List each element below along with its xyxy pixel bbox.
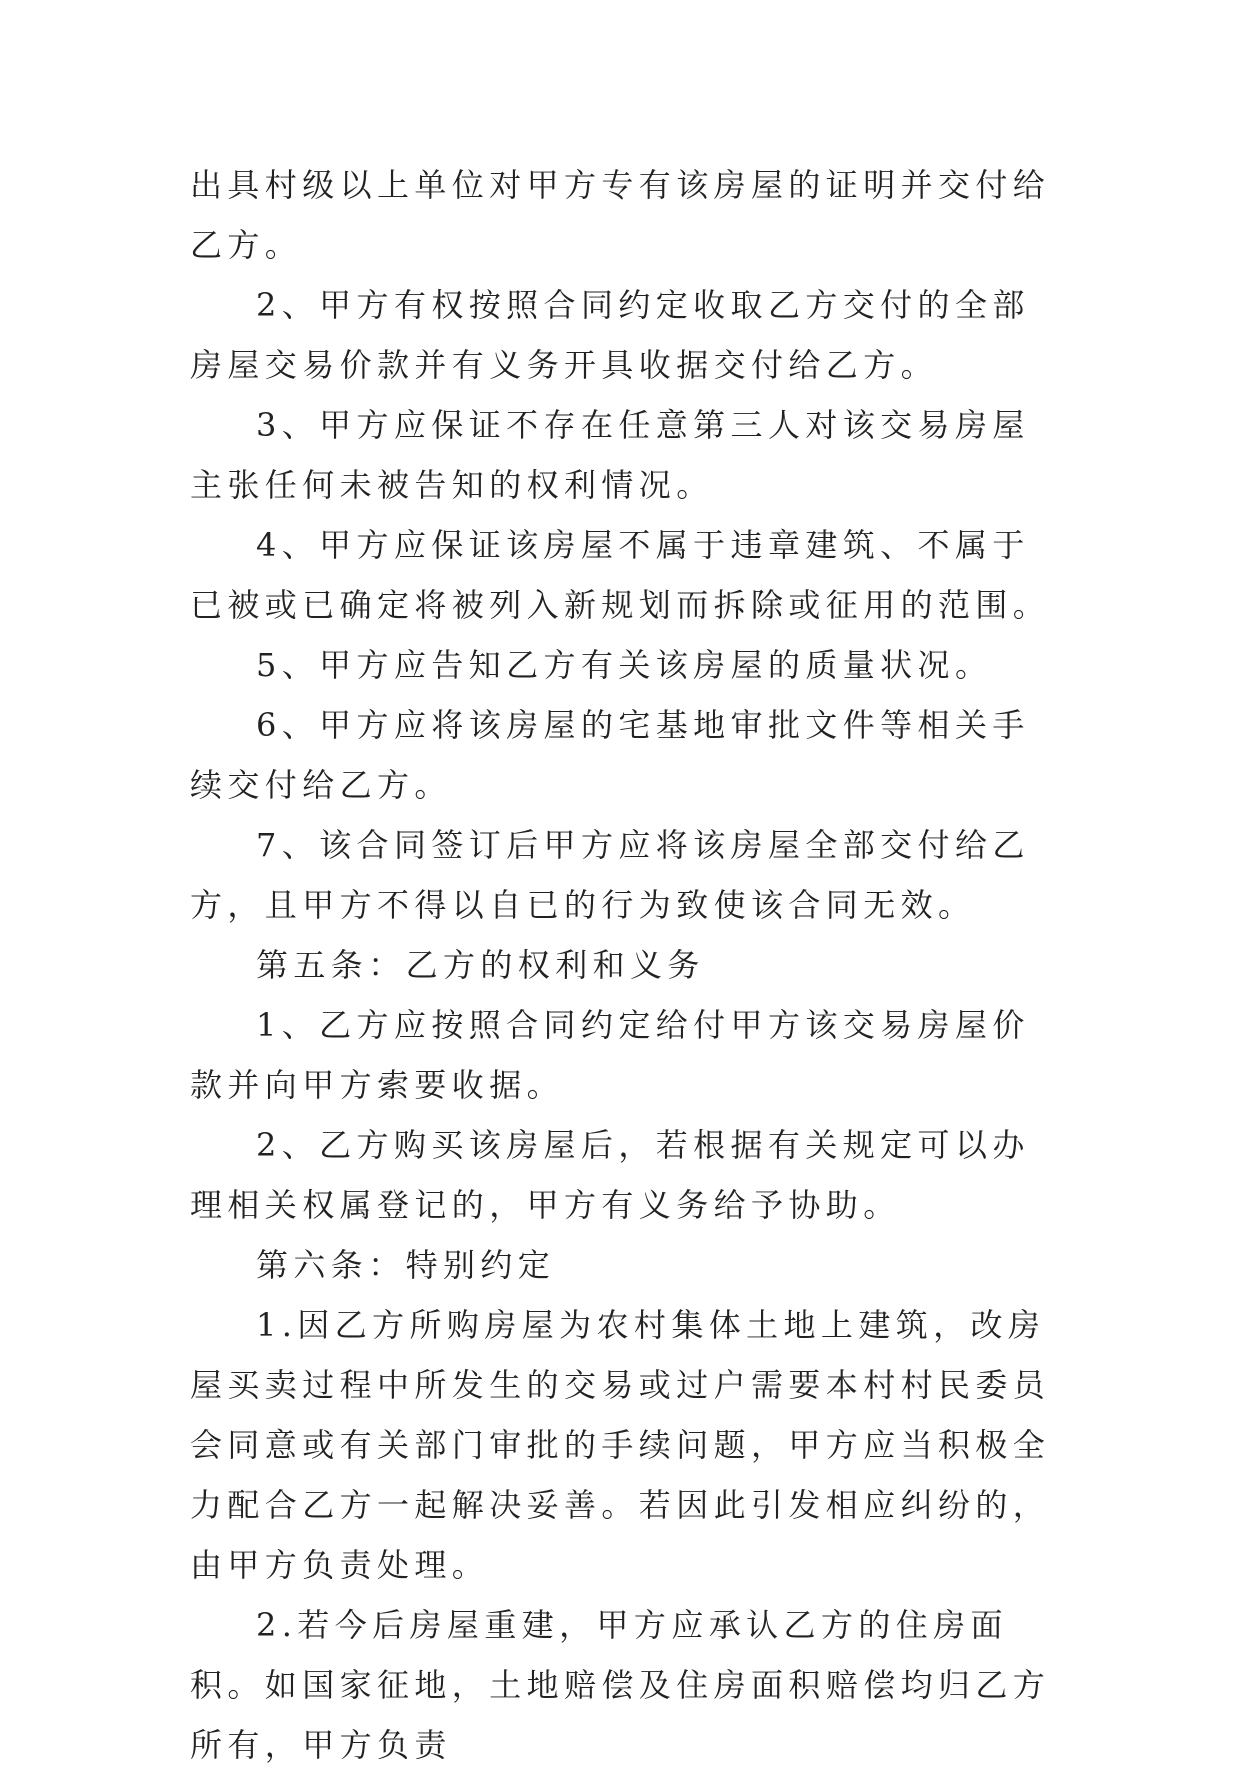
section-heading-article-6: 第六条：特别约定 (256, 1246, 556, 1284)
paragraph-clause-5-2: 2、乙方购买该房屋后，若根据有关规定可以办理相关权属登记的，甲方有义务给予协助。 (190, 1126, 1030, 1224)
document-page (190, 155, 1054, 1775)
paragraph-clause-4-7: 7、该合同签订后甲方应将该房屋全部交付给乙方，且甲方不得以自已的行为致使该合同无效。 (190, 826, 1030, 924)
paragraph-clause-4-3: 3、甲方应保证不存在任意第三人对该交易房屋主张任何未被告知的权利情况。 (190, 406, 1030, 504)
paragraph-clause-4-6: 6、甲方应将该房屋的宅基地审批文件等相关手续交付给乙方。 (190, 706, 1030, 804)
paragraph-clause-4-5: 5、甲方应告知乙方有关该房屋的质量状况。 (256, 646, 993, 684)
paragraph-continuation: 出具村级以上单位对甲方专有该房屋的证明并交付给乙方。 (190, 166, 1051, 264)
paragraph-clause-6-1: 1.因乙方所购房屋为农村集体土地上建筑，改房屋买卖过程中所发生的交易或过户需要本村村民委员会同意或有关部门审批的手续问题，甲方应当积极全力配合乙方一起解决妥善。若因此引发相应纠纷的，由甲方负责处理。 (190, 1306, 1051, 1584)
paragraph-clause-6-2: 2.若今后房屋重建，甲方应承认乙方的住房面积。如国家征地，土地赔偿及住房面积赔偿均归乙方所有，甲方负责 (190, 1606, 1051, 1764)
section-heading-article-5: 第五条：乙方的权利和义务 (256, 946, 705, 984)
paragraph-clause-4-2: 2、甲方有权按照合同约定收取乙方交付的全部房屋交易价款并有义务开具收据交付给乙方。 (190, 286, 1030, 384)
paragraph-clause-4-4: 4、甲方应保证该房屋不属于违章建筑、不属于已被或已确定将被列入新规划而拆除或征用的范围。 (190, 526, 1051, 624)
paragraph-clause-5-1: 1、乙方应按照合同约定给付甲方该交易房屋价款并向甲方索要收据。 (190, 1006, 1030, 1104)
